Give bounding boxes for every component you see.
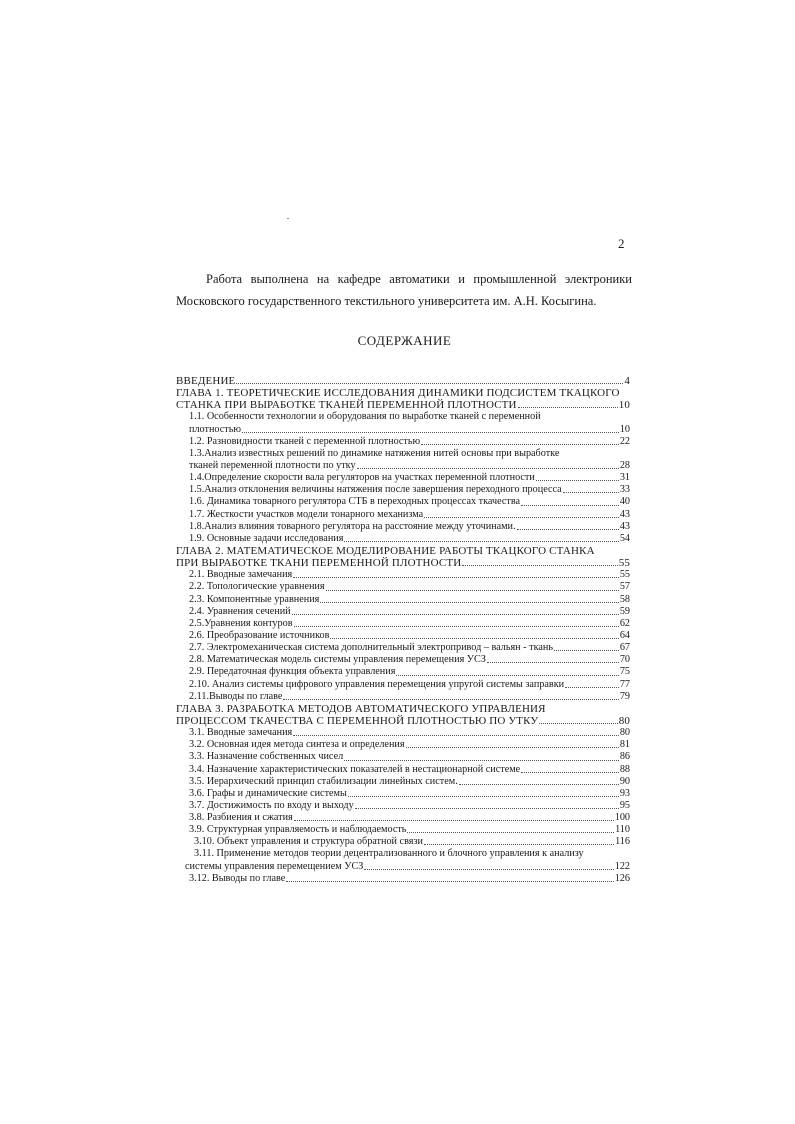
toc-entry[interactable]: [176, 715, 630, 727]
toc-entry-title: 1.5.Анализ отклонения величины натяжения после завершения переходного процесса: [189, 484, 562, 496]
toc-entry[interactable]: [176, 788, 630, 800]
toc-entry-page: 77: [619, 678, 630, 690]
toc-entry-title: ПРИ ВЫРАБОТКЕ ТКАНИ ПЕРЕМЕННОЙ ПЛОТНОСТИ: [176, 557, 462, 570]
toc-entry[interactable]: [176, 509, 630, 521]
toc-dot-leader: [294, 618, 619, 627]
toc-dot-leader: [326, 582, 619, 591]
toc-entry[interactable]: [176, 666, 630, 678]
toc-dot-leader: [320, 594, 618, 603]
toc-entry-title: 2.10. Анализ системы цифрового управления перемещения упругой системы заправки: [189, 678, 565, 690]
toc-entry-page: 4: [624, 375, 630, 387]
toc-dot-leader: [283, 691, 618, 700]
toc-dot-leader: [330, 630, 618, 639]
toc-entry[interactable]: [176, 679, 630, 691]
toc-entry-title: 2.2. Топологические уравнения: [189, 581, 325, 593]
toc-entry[interactable]: [176, 848, 630, 860]
toc-entry[interactable]: [176, 776, 630, 788]
table-of-contents: [176, 375, 630, 885]
toc-entry-title: 3.7. Достижимость по входу и выходу: [189, 799, 354, 811]
toc-entry[interactable]: [176, 873, 630, 885]
toc-entry-title: 3.12. Выводы по главе: [189, 872, 286, 884]
toc-entry-title: 3.2. Основная идея метода синтеза и определения: [189, 739, 405, 751]
toc-entry[interactable]: [176, 472, 630, 484]
toc-entry[interactable]: [176, 496, 630, 508]
toc-entry[interactable]: [176, 399, 630, 411]
toc-dot-leader: [563, 484, 619, 493]
toc-dot-leader: [517, 521, 619, 530]
toc-dot-leader: [554, 642, 619, 651]
toc-entry[interactable]: [176, 569, 630, 581]
toc-entry-title: ГЛАВА 3. РАЗРАБОТКА МЕТОДОВ АВТОМАТИЧЕСКОГО УПРАВЛЕНИЯ: [176, 702, 546, 715]
toc-entry[interactable]: [176, 764, 630, 776]
toc-entry-page: 43: [619, 520, 630, 532]
toc-entry-title: СТАНКА ПРИ ВЫРАБОТКЕ ТКАНЕЙ ПЕРЕМЕННОЙ ПЛОТНОСТИ: [176, 399, 517, 412]
toc-entry[interactable]: [176, 484, 630, 496]
toc-entry-page: 57: [619, 581, 630, 593]
toc-entry-title: 1.8.Анализ влияния товарного регулятора на расстояние между уточинами.: [189, 520, 516, 532]
toc-entry[interactable]: [176, 387, 630, 399]
toc-entry-page: 62: [619, 617, 630, 629]
toc-entry-page: 59: [619, 605, 630, 617]
affiliation-paragraph: [176, 268, 632, 312]
toc-entry[interactable]: [176, 630, 630, 642]
toc-entry-page: 88: [619, 763, 630, 775]
page-number: 2: [618, 236, 625, 251]
toc-dot-leader: [293, 569, 619, 578]
toc-entry[interactable]: [176, 727, 630, 739]
toc-dot-leader: [462, 557, 617, 566]
toc-dot-leader: [294, 812, 614, 821]
toc-entry-title: 3.10. Объект управления и структура обратной связи: [194, 836, 423, 848]
toc-dot-leader: [396, 667, 618, 676]
toc-dot-leader: [539, 715, 617, 724]
toc-entry-title: 3.9. Структурная управляемость и наблюдаемость: [189, 824, 407, 836]
toc-entry-title: 3.5. Иерархический принцип стабилизации линейных систем.: [189, 775, 458, 787]
toc-entry-title: 1.6. Динамика товарного регулятора СТБ в переходных процессах ткачества: [189, 496, 521, 508]
toc-dot-leader: [344, 752, 619, 761]
toc-dot-leader: [459, 776, 619, 785]
toc-entry-title: 3.3. Назначение собственных чисел: [189, 751, 344, 763]
toc-dot-leader: [518, 399, 618, 408]
toc-entry-page: 55: [618, 557, 630, 570]
toc-entry-title: ВВЕДЕНИЕ: [176, 375, 236, 387]
toc-entry-page: 122: [614, 860, 630, 872]
toc-entry-title: тканей переменной плотности по утку: [189, 459, 356, 471]
toc-entry-title: 3.6. Графы и динамические системы: [189, 787, 347, 799]
toc-entry[interactable]: [176, 581, 630, 593]
toc-entry-title: ГЛАВА 1. ТЕОРЕТИЧЕСКИЕ ИССЛЕДОВАНИЯ ДИНАМИКИ ПОДСИСТЕМ ТКАЦКОГО: [176, 387, 620, 400]
toc-entry-title: 3.4. Назначение характеристических показателей в нестационарной системе: [189, 763, 521, 775]
toc-dot-leader: [355, 800, 619, 809]
toc-entry-title: 3.1. Вводные замечания: [189, 727, 293, 739]
toc-entry-page: 80: [618, 714, 630, 727]
toc-entry-page: 22: [619, 435, 630, 447]
toc-entry-title: системы управления перемещением УСЗ: [185, 860, 364, 872]
toc-entry-title: ПРОЦЕССОМ ТКАЧЕСТВА С ПЕРЕМЕННОЙ ПЛОТНОСТЬЮ ПО УТКУ: [176, 714, 539, 727]
toc-dot-leader: [521, 764, 619, 773]
toc-entry-title: 2.5.Уравнения контуров: [189, 617, 293, 629]
toc-entry-page: 55: [619, 569, 630, 581]
toc-entry-page: 70: [619, 654, 630, 666]
toc-entry-page: 95: [619, 799, 630, 811]
toc-entry-page: 81: [619, 739, 630, 751]
toc-entry-page: 54: [619, 532, 630, 544]
toc-dot-leader: [357, 460, 619, 469]
toc-dot-leader: [407, 824, 614, 833]
toc-entry[interactable]: [176, 521, 630, 533]
toc-entry-page: 86: [619, 751, 630, 763]
toc-dot-leader: [521, 497, 619, 506]
toc-entry-title: 2.9. Передаточная функция объекта управления: [189, 666, 396, 678]
toc-entry-page: 100: [614, 812, 630, 824]
toc-entry-page: 58: [619, 593, 630, 605]
toc-entry-page: 10: [618, 399, 630, 412]
toc-entry-title: 2.4. Уравнения сечений: [189, 605, 291, 617]
toc-entry-page: 33: [619, 484, 630, 496]
toc-entry-page: 90: [619, 775, 630, 787]
contents-heading: СОДЕРЖАНИЕ: [357, 333, 452, 348]
toc-entry-page: 126: [614, 872, 630, 884]
toc-entry[interactable]: [176, 751, 630, 763]
toc-entry-title: 3.11. Применение методов теории децентрализованного и блочного управления к анализу: [194, 848, 584, 860]
toc-dot-leader: [487, 654, 619, 663]
toc-entry-title: 2.7. Электромеханическая система дополнительный электропривод – вальян - ткань: [189, 642, 553, 654]
toc-entry[interactable]: [176, 557, 630, 569]
toc-entry[interactable]: [176, 448, 630, 460]
toc-entry[interactable]: [176, 618, 630, 630]
toc-entry-title: 1.3.Анализ известных решений по динамике натяжения нитей основы при выработке: [189, 447, 560, 459]
toc-entry-title: 1.4.Определение скорости вала регуляторов на участках переменной плотности: [189, 472, 535, 484]
toc-entry-title: ГЛАВА 2. МАТЕМАТИЧЕСКОЕ МОДЕЛИРОВАНИЕ РАБОТЫ ТКАЦКОГО СТАНКА: [176, 544, 595, 557]
toc-entry-page: 10: [619, 423, 630, 435]
toc-dot-leader: [292, 606, 619, 615]
toc-dot-leader: [364, 861, 613, 870]
toc-dot-leader: [565, 679, 619, 688]
toc-entry-page: 31: [619, 472, 630, 484]
toc-dot-leader: [242, 424, 619, 433]
toc-entry-page: 116: [615, 836, 630, 848]
toc-entry[interactable]: [176, 654, 630, 666]
toc-entry-title: 2.1. Вводные замечания: [189, 569, 293, 581]
toc-entry[interactable]: [176, 424, 630, 436]
toc-entry-page: 80: [619, 727, 630, 739]
toc-entry[interactable]: [176, 691, 630, 703]
toc-entry-page: 75: [619, 666, 630, 678]
toc-entry-page: 67: [619, 642, 630, 654]
toc-entry-title: 2.8. Математическая модель системы управления перемещения УСЗ: [189, 654, 486, 666]
affiliation-line-2: Московского государственного текстильного университета им. А.Н. Косыгина.: [176, 294, 597, 308]
toc-entry-title: 1.7. Жесткости участков модели тонарного механизма: [189, 508, 424, 520]
toc-dot-leader: [424, 836, 614, 845]
toc-entry[interactable]: [176, 460, 630, 472]
affiliation-line-1: Работа выполнена на кафедре автоматики и промышленной электроники: [206, 272, 632, 286]
toc-dot-leader: [406, 739, 619, 748]
toc-entry-title: 1.9. Основные задачи исследования: [189, 532, 344, 544]
toc-entry[interactable]: [176, 545, 630, 557]
toc-entry[interactable]: [176, 812, 630, 824]
toc-entry-title: 2.6. Преобразование источников: [189, 629, 330, 641]
toc-entry[interactable]: [176, 606, 630, 618]
toc-dot-leader: [424, 509, 619, 518]
toc-entry-page: 79: [619, 690, 630, 702]
toc-dot-leader: [536, 472, 619, 481]
toc-dot-leader: [293, 727, 619, 736]
toc-entry[interactable]: [176, 533, 630, 545]
toc-entry-page: 40: [619, 496, 630, 508]
toc-dot-leader: [421, 436, 619, 445]
toc-entry[interactable]: [176, 800, 630, 812]
toc-entry-page: 93: [619, 787, 630, 799]
toc-entry[interactable]: [176, 739, 630, 751]
toc-entry[interactable]: [176, 836, 630, 848]
toc-entry[interactable]: [176, 375, 630, 387]
toc-entry[interactable]: [176, 436, 630, 448]
toc-entry[interactable]: [176, 411, 630, 423]
toc-dot-leader: [286, 873, 613, 882]
toc-entry-title: 2.3. Компонентные уравнения: [189, 593, 320, 605]
toc-entry-title: 2.11.Выводы по главе: [189, 690, 283, 702]
toc-entry[interactable]: [176, 824, 630, 836]
toc-entry-page: 28: [619, 459, 630, 471]
toc-entry-page: 110: [615, 824, 630, 836]
toc-entry[interactable]: [176, 594, 630, 606]
toc-entry-title: плотностью: [189, 423, 241, 435]
toc-dot-leader: [236, 375, 623, 384]
toc-entry[interactable]: [176, 642, 630, 654]
toc-entry-title: 1.2. Разновидности тканей с переменной плотностью: [189, 435, 421, 447]
toc-entry-page: 43: [619, 508, 630, 520]
toc-entry[interactable]: [176, 703, 630, 715]
toc-entry-page: 64: [619, 629, 630, 641]
toc-entry[interactable]: [176, 861, 630, 873]
toc-dot-leader: [344, 533, 618, 542]
scan-speck: [287, 218, 289, 219]
toc-entry-title: 1.1. Особенности технологии и оборудования по выработке тканей с переменной: [189, 411, 541, 423]
toc-dot-leader: [348, 788, 619, 797]
toc-entry-title: 3.8. Разбиения и сжатия: [189, 812, 293, 824]
